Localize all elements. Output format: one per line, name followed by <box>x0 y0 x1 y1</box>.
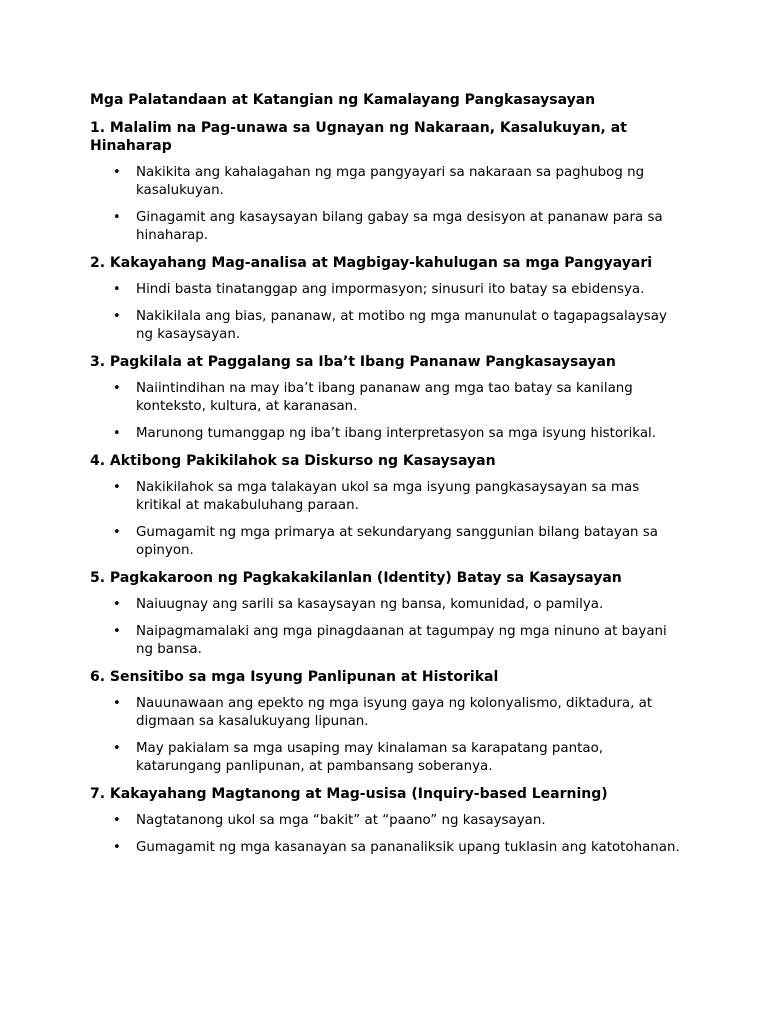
section-heading: 2. Kakayahang Mag-analisa at Magbigay-kahulugan sa mga Pangyayari <box>90 255 653 271</box>
bullet-text: Naiuugnay ang sarili sa kasaysayan ng bansa, komunidad, o pamilya. <box>136 597 604 612</box>
bullet-item <box>90 524 680 560</box>
section-5 <box>90 569 680 659</box>
bullet-list <box>90 812 680 857</box>
bullet-text: Nauunawaan ang epekto ng mga isyung gaya ng kolonyalismo, diktadura, at digmaan sa kasalukuyang lipunan. <box>136 696 653 729</box>
bullet-text: Hindi basta tinatanggap ang impormasyon; sinusuri ito batay sa ebidensya. <box>136 282 645 297</box>
bullet-dot-icon: • <box>113 210 121 225</box>
bullet-dot-icon: • <box>113 282 121 297</box>
sections-container <box>90 119 680 857</box>
bullet-list <box>90 695 680 776</box>
bullet-item <box>90 425 680 443</box>
section-4 <box>90 452 680 560</box>
bullet-dot-icon: • <box>113 480 121 495</box>
bullet-dot-icon: • <box>113 165 121 180</box>
bullet-text: Ginagamit ang kasaysayan bilang gabay sa mga desisyon at pananaw para sa hinaharap. <box>136 210 663 243</box>
bullet-item <box>90 479 680 515</box>
bullet-item <box>90 209 680 245</box>
bullet-text: Nagtatanong ukol sa mga “bakit” at “paano” ng kasaysayan. <box>136 813 546 828</box>
bullet-text: Naiintindihan na may iba’t ibang pananaw ang mga tao batay sa kanilang konteksto, kultura, at karanasan. <box>136 381 633 414</box>
bullet-list <box>90 596 680 659</box>
section-heading: 6. Sensitibo sa mga Isyung Panlipunan at Historikal <box>90 669 499 685</box>
bullet-text: Nakikita ang kahalagahan ng mga pangyayari sa nakaraan sa paghubog ng kasalukuyan. <box>136 165 645 198</box>
bullet-text: Gumagamit ng mga kasanayan sa pananaliksik upang tuklasin ang katotohanan. <box>136 840 680 855</box>
bullet-list <box>90 281 680 344</box>
bullet-item <box>90 164 680 200</box>
bullet-dot-icon: • <box>113 597 121 612</box>
bullet-dot-icon: • <box>113 309 121 324</box>
section-1 <box>90 119 680 245</box>
bullet-dot-icon: • <box>113 525 121 540</box>
bullet-item <box>90 695 680 731</box>
bullet-dot-icon: • <box>113 813 121 828</box>
bullet-list <box>90 164 680 245</box>
bullet-text: May pakialam sa mga usaping may kinalaman sa karapatang pantao, katarungang panlipunan, at pambansang soberanya. <box>136 741 604 774</box>
bullet-dot-icon: • <box>113 381 121 396</box>
section-6 <box>90 668 680 776</box>
bullet-text: Naipagmamalaki ang mga pinagdaanan at tagumpay ng mga ninuno at bayani ng bansa. <box>136 624 667 657</box>
bullet-item <box>90 281 680 299</box>
bullet-dot-icon: • <box>113 426 121 441</box>
bullet-item <box>90 740 680 776</box>
bullet-text: Gumagamit ng mga primarya at sekundaryang sanggunian bilang batayan sa opinyon. <box>136 525 658 558</box>
section-heading: 3. Pagkilala at Paggalang sa Iba’t Ibang Pananaw Pangkasaysayan <box>90 354 616 370</box>
bullet-item <box>90 308 680 344</box>
bullet-dot-icon: • <box>113 741 121 756</box>
section-heading: 7. Kakayahang Magtanong at Mag-usisa (Inquiry-based Learning) <box>90 786 608 802</box>
bullet-dot-icon: • <box>113 624 121 639</box>
bullet-item <box>90 812 680 830</box>
bullet-item <box>90 596 680 614</box>
document-title: Mga Palatandaan at Katangian ng Kamalayang Pangkasaysayan <box>90 92 596 108</box>
section-2 <box>90 254 680 344</box>
bullet-text: Nakikilahok sa mga talakayan ukol sa mga isyung pangkasaysayan sa mas kritikal at makabuluhang paraan. <box>136 480 640 513</box>
section-3 <box>90 353 680 443</box>
bullet-text: Nakikilala ang bias, pananaw, at motibo ng mga manunulat o tagapagsalaysay ng kasaysayan. <box>136 309 667 342</box>
bullet-item <box>90 380 680 416</box>
bullet-dot-icon: • <box>113 840 121 855</box>
bullet-list <box>90 479 680 560</box>
bullet-item <box>90 839 680 857</box>
bullet-list <box>90 380 680 443</box>
section-heading: 1. Malalim na Pag-unawa sa Ugnayan ng Nakaraan, Kasalukuyan, at Hinaharap <box>90 120 627 154</box>
section-7 <box>90 785 680 857</box>
section-heading: 5. Pagkakaroon ng Pagkakakilanlan (Identity) Batay sa Kasaysayan <box>90 570 622 586</box>
bullet-dot-icon: • <box>113 696 121 711</box>
bullet-text: Marunong tumanggap ng iba’t ibang interpretasyon sa mga isyung historikal. <box>136 426 657 441</box>
section-heading: 4. Aktibong Pakikilahok sa Diskurso ng Kasaysayan <box>90 453 496 469</box>
document-page <box>90 91 680 866</box>
bullet-item <box>90 623 680 659</box>
